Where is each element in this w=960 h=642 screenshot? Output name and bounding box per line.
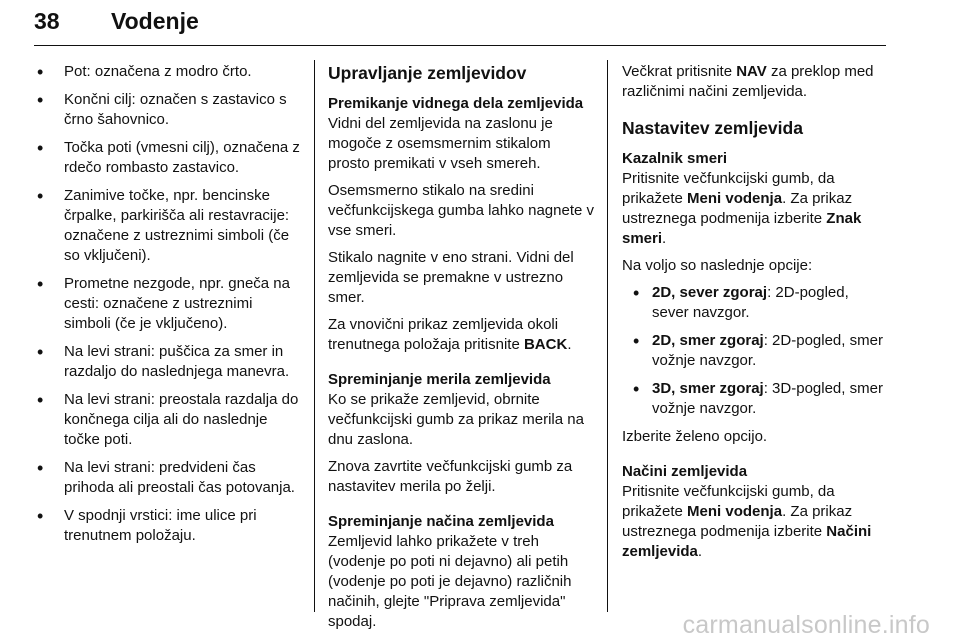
text: Večkrat pritisnite <box>622 63 737 80</box>
column-divider <box>607 60 608 612</box>
back-button-label: BACK <box>523 336 568 353</box>
list-item: • V spodnji vrstici: ime ulice pri trenutnem položaju. <box>34 506 302 546</box>
header-rule <box>34 45 886 46</box>
text: . Za prikaz ustreznega podmenija izberite <box>622 503 853 540</box>
column-1 <box>34 62 302 554</box>
paragraph: Zemljevid lahko prikažete v treh (vodenje po poti ni dejavno) ali petih (vodenje po poti je dejavno) različnih načinih, glejte "Priprava zemljevida" spodaj. <box>328 533 572 630</box>
column-divider <box>314 60 315 612</box>
text: Pritisnite večfunkcijski gumb, da prikažete <box>622 170 835 207</box>
paragraph: Znova zavrtite večfunkcijski gumb za nastavitev merila po želji. <box>328 458 573 495</box>
list-item: • Na levi strani: preostala razdalja do končnega cilja ali do naslednje točke poti. <box>34 390 302 450</box>
menu-name: Meni vodenja <box>687 190 783 207</box>
paragraph: Izberite želeno opcijo. <box>622 428 768 445</box>
paragraph <box>622 62 888 102</box>
section-heading: Nastavitev zemljevida <box>622 118 803 138</box>
subsection-title: Spreminjanje načina zemljevida <box>328 513 554 530</box>
column-3 <box>622 62 888 569</box>
option-desc: : 3D-pogled, smer vožnje navzgor. <box>652 380 883 417</box>
menu-name: Znak smeri <box>622 210 862 247</box>
text: . <box>567 336 572 353</box>
text: Za vnovični prikaz zemljevida okoli trenutnega položaja pritisnite <box>328 316 559 353</box>
paragraph: Vidni del zemljevida na zaslonu je mogoče z osemsmernim stikalom prosto premikati v vseh smereh. <box>328 115 553 172</box>
map-legend-list <box>34 62 302 546</box>
list-item <box>622 331 888 371</box>
option-name: 3D, smer zgoraj <box>652 380 764 397</box>
paragraph <box>622 169 888 249</box>
page-header <box>34 6 886 44</box>
paragraph: Osemsmerno stikalo na sredini večfunkcijskega gumba lahko nagnete v vse smeri. <box>328 182 595 239</box>
nav-button-label: NAV <box>736 63 767 80</box>
paragraph <box>622 482 888 562</box>
subsection-title: Načini zemljevida <box>622 463 748 480</box>
list-item <box>622 379 888 419</box>
list-item <box>622 283 888 323</box>
option-desc: : 2D-pogled, sever navzgor. <box>652 284 849 321</box>
subsection-title: Premikanje vidnega dela zemljevida <box>328 95 584 112</box>
watermark: carmanualsonline.info <box>682 611 930 639</box>
paragraph: Stikalo nagnite v eno strani. Vidni del zemljevida se premakne v ustrezno smer. <box>328 249 574 306</box>
menu-name: Načini zemljevida <box>622 523 872 560</box>
paragraph: Na voljo so naslednje opcije: <box>622 257 813 274</box>
list-item: • Končni cilj: označen s zastavico s črno šahovnico. <box>34 90 302 130</box>
text: Pritisnite večfunkcijski gumb, da prikažete <box>622 483 835 520</box>
list-item: • Na levi strani: puščica za smer in razdaljo do naslednjega manevra. <box>34 342 302 382</box>
option-desc: : 2D-pogled, smer vožnje navzgor. <box>652 332 883 369</box>
menu-name: Meni vodenja <box>687 503 783 520</box>
text: za preklop med različnimi načini zemljevida. <box>622 63 874 100</box>
paragraph: Ko se prikaže zemljevid, obrnite večfunkcijski gumb za prikaz merila na dnu zaslona. <box>328 391 584 448</box>
option-name: 2D, smer zgoraj <box>652 332 764 349</box>
text: . <box>662 230 667 247</box>
subsection-title: Kazalnik smeri <box>622 150 728 167</box>
section-heading: Upravljanje zemljevidov <box>328 63 527 83</box>
paragraph <box>328 315 594 355</box>
list-item: • Zanimive točke, npr. bencinske črpalke, parkirišča ali restavracije: označene z ustreznimi simboli (če so vključeni). <box>34 186 302 266</box>
column-2 <box>328 62 594 639</box>
page-number: 38 <box>34 8 60 34</box>
list-item: • Pot: označena z modro črto. <box>34 62 302 82</box>
chapter-title: Vodenje <box>111 8 199 34</box>
list-item: • Točka poti (vmesni cilj), označena z rdečo rombasto zastavico. <box>34 138 302 178</box>
options-list <box>622 283 888 419</box>
subsection-title: Spreminjanje merila zemljevida <box>328 371 551 388</box>
list-item: • Na levi strani: predvideni čas prihoda ali preostali čas potovanja. <box>34 458 302 498</box>
list-item: • Prometne nezgode, npr. gneča na cesti: označene z ustreznimi simboli (če je vključeno). <box>34 274 302 334</box>
option-name: 2D, sever zgoraj <box>652 284 768 301</box>
text: . Za prikaz ustreznega podmenija izberite <box>622 190 853 227</box>
text: . <box>697 543 703 560</box>
